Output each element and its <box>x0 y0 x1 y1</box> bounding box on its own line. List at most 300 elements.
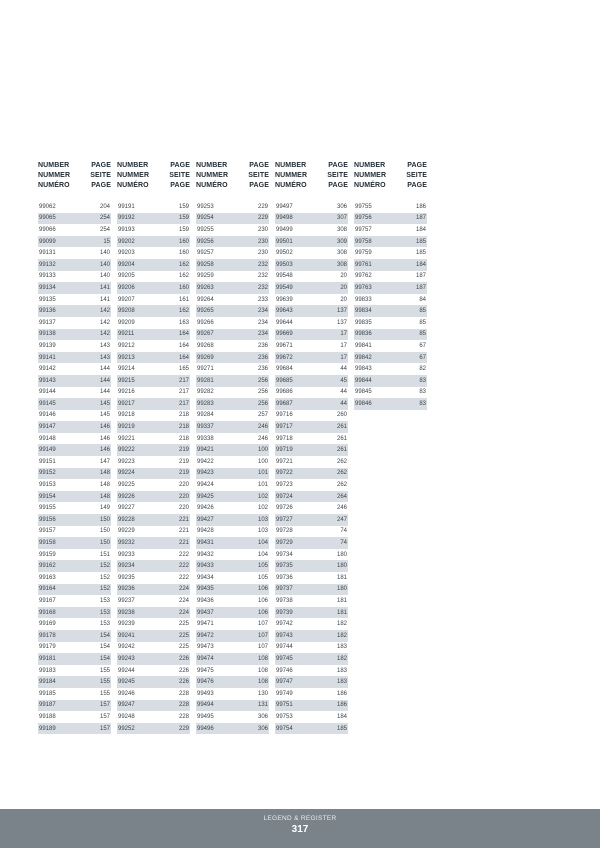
index-row <box>38 271 111 283</box>
item-number: 99184 <box>39 679 56 686</box>
page-ref: 142 <box>99 331 110 338</box>
index-row <box>38 387 111 399</box>
index-row <box>117 479 190 491</box>
footer-section-label: LEGEND & REGISTER <box>263 815 337 822</box>
page-ref: 204 <box>99 203 110 210</box>
page-ref: 20 <box>340 284 347 291</box>
item-number: 99271 <box>197 366 214 373</box>
page-ref: 233 <box>257 296 268 303</box>
item-number: 99253 <box>197 203 214 210</box>
item-number: 99474 <box>197 655 214 662</box>
item-number: 99672 <box>276 354 293 361</box>
page-ref: 219 <box>178 470 189 477</box>
page-ref: 257 <box>257 412 268 419</box>
page-ref: 308 <box>336 226 347 233</box>
index-row <box>275 398 348 410</box>
page-ref: 219 <box>178 447 189 454</box>
page-ref: 157 <box>99 725 110 732</box>
item-number: 99132 <box>39 261 56 268</box>
index-row <box>38 236 111 248</box>
index-row <box>117 329 190 341</box>
page-ref: 131 <box>257 702 268 709</box>
item-number: 99754 <box>276 725 293 732</box>
index-row <box>117 317 190 329</box>
index-row <box>117 642 190 654</box>
page-ref: 160 <box>178 238 189 245</box>
page-ref: 181 <box>336 597 347 604</box>
page-ref: 236 <box>257 366 268 373</box>
index-row <box>275 584 348 596</box>
page-ref: 100 <box>257 458 268 465</box>
index-row <box>196 433 269 445</box>
page-ref: 230 <box>257 238 268 245</box>
item-number: 99252 <box>118 725 135 732</box>
item-number: 99422 <box>197 458 214 465</box>
item-number: 99147 <box>39 424 56 431</box>
index-row <box>117 363 190 375</box>
page-ref: 103 <box>257 516 268 523</box>
item-number: 99756 <box>355 215 372 222</box>
item-number: 99745 <box>276 655 293 662</box>
page-ref: 150 <box>99 540 110 547</box>
index-row <box>275 630 348 642</box>
page-ref: 153 <box>99 609 110 616</box>
index-row <box>196 676 269 688</box>
item-number: 99427 <box>197 516 214 523</box>
page-ref: 220 <box>178 493 189 500</box>
item-number: 99163 <box>39 574 56 581</box>
page-ref: 106 <box>257 586 268 593</box>
page-ref: 226 <box>178 667 189 674</box>
index-row <box>275 317 348 329</box>
item-number: 99146 <box>39 412 56 419</box>
column-header <box>275 161 348 191</box>
page-ref: 145 <box>99 400 110 407</box>
index-row <box>117 653 190 665</box>
index-row <box>117 676 190 688</box>
index-row <box>117 340 190 352</box>
page-ref: 161 <box>178 296 189 303</box>
item-number: 99246 <box>118 690 135 697</box>
item-number: 99687 <box>276 400 293 407</box>
page-ref: 184 <box>415 226 426 233</box>
page-ref: 264 <box>336 493 347 500</box>
page-ref: 149 <box>99 505 110 512</box>
index-row <box>196 224 269 236</box>
item-number: 99168 <box>39 609 56 616</box>
index-row <box>196 630 269 642</box>
item-number: 99761 <box>355 261 372 268</box>
index-row <box>38 375 111 387</box>
page-ref: 105 <box>257 574 268 581</box>
page-ref: 157 <box>99 713 110 720</box>
item-number: 99066 <box>39 226 56 233</box>
index-row <box>275 410 348 422</box>
item-number: 99203 <box>118 250 135 257</box>
index-row <box>38 630 111 642</box>
item-number: 99717 <box>276 424 293 431</box>
page-ref: 228 <box>178 713 189 720</box>
page-ref: 256 <box>257 389 268 396</box>
page-ref: 15 <box>103 238 110 245</box>
index-row <box>196 282 269 294</box>
page-ref: 218 <box>178 424 189 431</box>
index-row <box>196 642 269 654</box>
item-number: 99846 <box>355 400 372 407</box>
page-ref: 307 <box>336 215 347 222</box>
page-ref: 187 <box>415 273 426 280</box>
item-number: 99062 <box>39 203 56 210</box>
index-row <box>275 560 348 572</box>
page-ref: 217 <box>178 400 189 407</box>
page-ref: 182 <box>336 621 347 628</box>
item-number: 99338 <box>197 435 214 442</box>
page-ref: 106 <box>257 609 268 616</box>
index-row <box>196 398 269 410</box>
index-column <box>117 161 196 734</box>
page-ref: 184 <box>415 261 426 268</box>
item-number: 99493 <box>197 690 214 697</box>
index-row <box>196 375 269 387</box>
item-number: 99138 <box>39 331 56 338</box>
page-ref: 102 <box>257 505 268 512</box>
index-row <box>275 665 348 677</box>
page-ref: 222 <box>178 563 189 570</box>
index-row <box>275 456 348 468</box>
item-number: 99684 <box>276 366 293 373</box>
item-number: 99843 <box>355 366 372 373</box>
index-row <box>196 213 269 225</box>
index-row <box>38 711 111 723</box>
item-number: 99229 <box>118 528 135 535</box>
page-ref: 182 <box>336 655 347 662</box>
index-row <box>117 398 190 410</box>
item-number: 99473 <box>197 644 214 651</box>
index-row <box>117 584 190 596</box>
item-number: 99178 <box>39 632 56 639</box>
item-number: 99188 <box>39 713 56 720</box>
page-ref: 162 <box>178 273 189 280</box>
page-ref: 182 <box>336 632 347 639</box>
page-ref: 146 <box>99 424 110 431</box>
page-ref: 309 <box>336 238 347 245</box>
index-row <box>38 282 111 294</box>
item-number: 99643 <box>276 308 293 315</box>
index-row <box>38 247 111 259</box>
index-row <box>117 688 190 700</box>
page-ref: 222 <box>178 574 189 581</box>
index-row <box>196 201 269 213</box>
index-row <box>117 630 190 642</box>
page-ref: 185 <box>336 725 347 732</box>
index-row <box>275 607 348 619</box>
index-row <box>38 398 111 410</box>
index-row <box>196 537 269 549</box>
index-row <box>275 491 348 503</box>
index-row <box>38 502 111 514</box>
index-row <box>354 236 427 248</box>
page-ref: 44 <box>340 366 347 373</box>
page-ref: 137 <box>336 319 347 326</box>
item-number: 99169 <box>39 621 56 628</box>
index-row <box>38 665 111 677</box>
index-row <box>196 340 269 352</box>
page-ref: 108 <box>257 655 268 662</box>
page-ref: 104 <box>257 551 268 558</box>
page-ref: 181 <box>336 609 347 616</box>
item-number: 99151 <box>39 458 56 465</box>
index-row <box>38 317 111 329</box>
item-number: 99205 <box>118 273 135 280</box>
item-number: 99152 <box>39 470 56 477</box>
item-number: 99842 <box>355 354 372 361</box>
page-ref: 153 <box>99 621 110 628</box>
item-number: 99757 <box>355 226 372 233</box>
page-ref: 306 <box>257 713 268 720</box>
item-number: 99833 <box>355 296 372 303</box>
page-ref: 145 <box>99 412 110 419</box>
item-number: 99238 <box>118 609 135 616</box>
item-number: 99222 <box>118 447 135 454</box>
item-number: 99136 <box>39 308 56 315</box>
page-ref: 308 <box>336 261 347 268</box>
page-ref: 221 <box>178 540 189 547</box>
item-number: 99137 <box>39 319 56 326</box>
page-ref: 159 <box>178 215 189 222</box>
index-row <box>38 526 111 538</box>
page-ref: 67 <box>419 342 426 349</box>
index-row <box>275 340 348 352</box>
page-ref: 186 <box>336 690 347 697</box>
index-row <box>117 549 190 561</box>
index-row <box>117 444 190 456</box>
index-row <box>275 444 348 456</box>
page-ref: 185 <box>415 250 426 257</box>
index-row <box>196 247 269 259</box>
item-number: 99729 <box>276 540 293 547</box>
index-row <box>38 688 111 700</box>
page-ref: 151 <box>99 551 110 558</box>
page-ref: 150 <box>99 528 110 535</box>
page-ref: 141 <box>99 284 110 291</box>
index-row <box>38 584 111 596</box>
index-row <box>117 352 190 364</box>
page-ref: 152 <box>99 574 110 581</box>
page-ref: 261 <box>336 435 347 442</box>
index-row <box>117 723 190 735</box>
page-ref: 181 <box>336 574 347 581</box>
index-row <box>38 618 111 630</box>
item-number: 99736 <box>276 574 293 581</box>
index-row <box>354 398 427 410</box>
index-row <box>117 711 190 723</box>
index-row <box>38 676 111 688</box>
index-row <box>38 294 111 306</box>
item-number: 99499 <box>276 226 293 233</box>
item-number: 99836 <box>355 331 372 338</box>
index-row <box>275 676 348 688</box>
index-row <box>117 421 190 433</box>
item-number: 99185 <box>39 690 56 697</box>
page-ref: 154 <box>99 644 110 651</box>
page-ref: 153 <box>99 597 110 604</box>
item-number: 99223 <box>118 458 135 465</box>
item-number: 99753 <box>276 713 293 720</box>
item-number: 99424 <box>197 482 214 489</box>
item-number: 99501 <box>276 238 293 245</box>
index-row <box>196 711 269 723</box>
page-ref: 164 <box>178 331 189 338</box>
item-number: 99158 <box>39 540 56 547</box>
item-number: 99247 <box>118 702 135 709</box>
index-row <box>117 607 190 619</box>
page-ref: 187 <box>415 215 426 222</box>
page-ref: 262 <box>336 458 347 465</box>
item-number: 99423 <box>197 470 214 477</box>
item-number: 99476 <box>197 679 214 686</box>
index-row <box>196 607 269 619</box>
column-header <box>354 161 427 191</box>
index-row <box>38 653 111 665</box>
item-number: 99548 <box>276 273 293 280</box>
page-ref: 229 <box>257 215 268 222</box>
item-number: 99235 <box>118 574 135 581</box>
index-row <box>38 642 111 654</box>
page-ref: 224 <box>178 609 189 616</box>
item-number: 99472 <box>197 632 214 639</box>
index-row <box>196 560 269 572</box>
item-number: 99221 <box>118 435 135 442</box>
item-number: 99263 <box>197 284 214 291</box>
index-row <box>38 514 111 526</box>
page-ref: 102 <box>257 493 268 500</box>
header-number-label: NUMBER NUMMER NUMÉRO <box>275 162 308 189</box>
index-row <box>354 305 427 317</box>
page-ref: 228 <box>178 690 189 697</box>
item-number: 99209 <box>118 319 135 326</box>
index-row <box>38 456 111 468</box>
index-row <box>275 549 348 561</box>
item-number: 99268 <box>197 342 214 349</box>
page-ref: 162 <box>178 261 189 268</box>
item-number: 99224 <box>118 470 135 477</box>
page-ref: 106 <box>257 597 268 604</box>
index-row <box>275 375 348 387</box>
page-ref: 308 <box>336 250 347 257</box>
page-ref: 159 <box>178 226 189 233</box>
page-ref: 103 <box>257 528 268 535</box>
item-number: 99153 <box>39 482 56 489</box>
index-row <box>38 549 111 561</box>
item-number: 99724 <box>276 493 293 500</box>
page-ref: 232 <box>257 284 268 291</box>
page-ref: 187 <box>415 284 426 291</box>
page-ref: 144 <box>99 377 110 384</box>
page-ref: 234 <box>257 319 268 326</box>
index-row <box>354 375 427 387</box>
index-row <box>38 607 111 619</box>
index-row <box>196 549 269 561</box>
item-number: 99751 <box>276 702 293 709</box>
page-ref: 229 <box>178 725 189 732</box>
item-number: 99669 <box>276 331 293 338</box>
index-column <box>354 161 433 734</box>
item-number: 99549 <box>276 284 293 291</box>
index-row <box>196 236 269 248</box>
item-number: 99157 <box>39 528 56 535</box>
item-number: 99258 <box>197 261 214 268</box>
item-number: 99134 <box>39 284 56 291</box>
index-row <box>196 595 269 607</box>
item-number: 99192 <box>118 215 135 222</box>
page-ref: 224 <box>178 597 189 604</box>
page-ref: 230 <box>257 226 268 233</box>
index-row <box>354 352 427 364</box>
header-page-label: PAGE SEITE PAGE <box>406 162 427 189</box>
page-ref: 236 <box>257 342 268 349</box>
index-row <box>38 560 111 572</box>
page-ref: 220 <box>178 505 189 512</box>
index-row <box>38 329 111 341</box>
index-row <box>38 479 111 491</box>
item-number: 99244 <box>118 667 135 674</box>
index-row <box>275 213 348 225</box>
item-number: 99436 <box>197 597 214 604</box>
page-ref: 186 <box>336 702 347 709</box>
index-row <box>38 537 111 549</box>
index-row <box>354 282 427 294</box>
index-row <box>196 618 269 630</box>
index-row <box>117 236 190 248</box>
index-row <box>196 502 269 514</box>
index-row <box>117 468 190 480</box>
item-number: 99721 <box>276 458 293 465</box>
page-ref: 222 <box>178 551 189 558</box>
index-row <box>196 352 269 364</box>
item-number: 99139 <box>39 342 56 349</box>
page-ref: 261 <box>336 447 347 454</box>
item-number: 99432 <box>197 551 214 558</box>
index-row <box>196 363 269 375</box>
page-ref: 148 <box>99 482 110 489</box>
index-row <box>354 259 427 271</box>
page-ref: 260 <box>336 412 347 419</box>
index-row <box>38 352 111 364</box>
page-ref: 218 <box>178 412 189 419</box>
item-number: 99245 <box>118 679 135 686</box>
page-ref: 234 <box>257 308 268 315</box>
item-number: 99256 <box>197 238 214 245</box>
index-row <box>196 444 269 456</box>
item-number: 99187 <box>39 702 56 709</box>
index-row <box>275 363 348 375</box>
index-row <box>275 305 348 317</box>
item-number: 99266 <box>197 319 214 326</box>
page-ref: 85 <box>419 319 426 326</box>
index-row <box>196 305 269 317</box>
item-number: 99141 <box>39 354 56 361</box>
header-number-label: NUMBER NUMMER NUMÉRO <box>196 162 229 189</box>
page-ref: 82 <box>419 366 426 373</box>
index-row <box>117 305 190 317</box>
page-ref: 84 <box>419 296 426 303</box>
index-row <box>117 201 190 213</box>
index-row <box>196 526 269 538</box>
item-number: 99735 <box>276 563 293 570</box>
item-number: 99685 <box>276 377 293 384</box>
item-number: 99283 <box>197 400 214 407</box>
item-number: 99433 <box>197 563 214 570</box>
